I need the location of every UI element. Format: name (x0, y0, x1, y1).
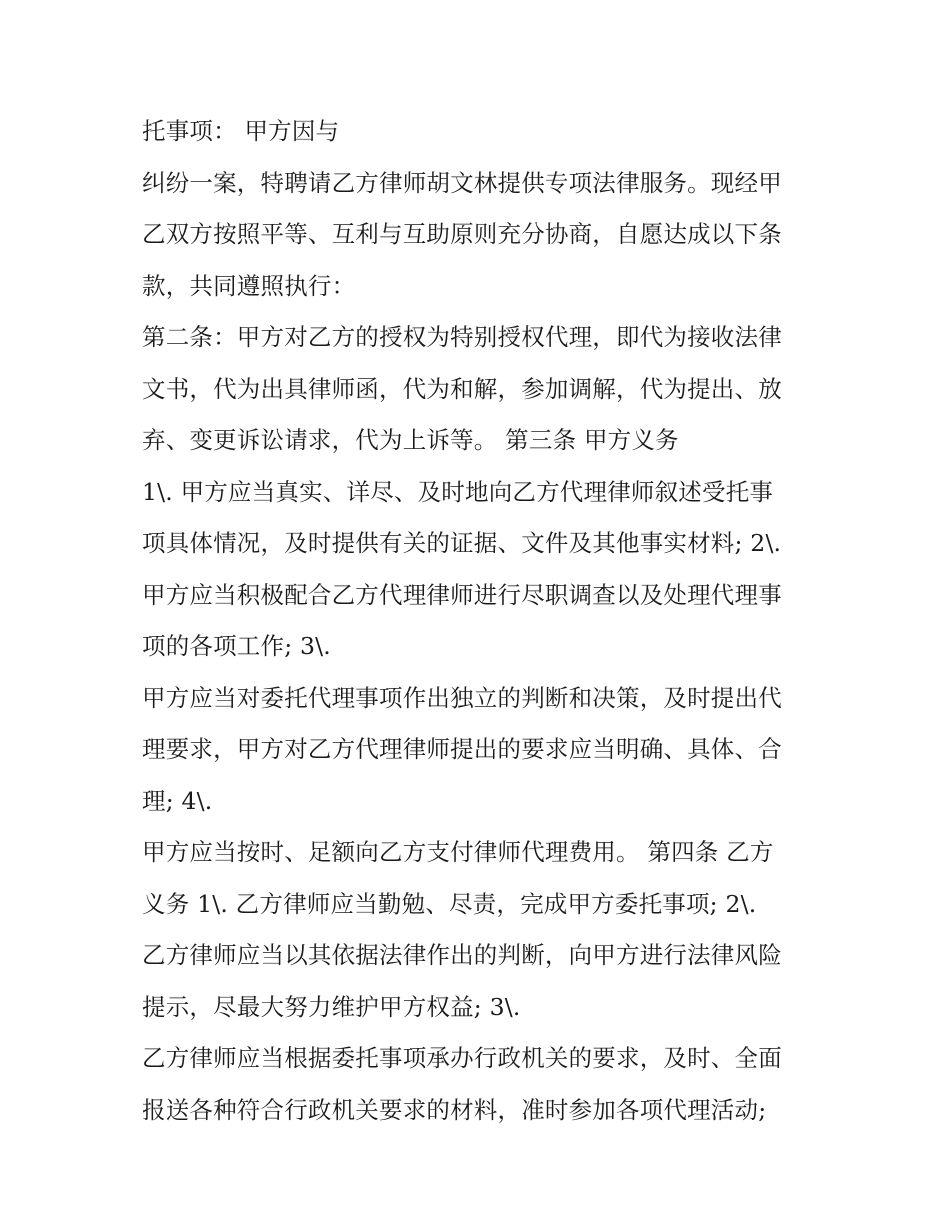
text-line: 义务 1\. 乙方律师应当勤勉、尽责，完成甲方委托事项; 2\. (142, 889, 757, 918)
text-line: 提示，尽最大努力维护甲方权益; 3\. (142, 992, 521, 1021)
document-body (142, 106, 822, 1136)
text-line: 纠纷一案，特聘请乙方律师胡文林提供专项法律服务。现经甲 (142, 168, 782, 197)
text-line: 款，共同遵照执行： (142, 271, 356, 300)
text-line: 乙方律师应当根据委托事项承办行政机关的要求，及时、全面 (142, 1044, 782, 1072)
text-line: 弃、变更诉讼请求，代为上诉等。 第三条 甲方义务 (142, 426, 679, 454)
text-line: 报送各种符合行政机关要求的材料，准时参加各项代理活动; (142, 1095, 767, 1124)
text-line: 乙方律师应当以其依据法律作出的判断，向甲方进行法律风险 (142, 941, 782, 969)
text-line: 理要求，甲方对乙方代理律师提出的要求应当明确、具体、合 (142, 735, 782, 763)
text-line: 甲方应当积极配合乙方代理律师进行尽职调查以及处理代理事 (142, 580, 782, 609)
text-line: 托事项： 甲方因与 (142, 117, 340, 145)
text-line: 甲方应当按时、足额向乙方支付律师代理费用。 第四条 乙方 (142, 838, 774, 866)
text-line: 1\. 甲方应当真实、详尽、及时地向乙方代理律师叙述受托事 (142, 477, 774, 506)
text-line: 项具体情况，及时提供有关的证据、文件及其他事实材料; 2\. (142, 529, 782, 557)
text-line: 项的各项工作; 3\. (142, 632, 331, 660)
text-line: 第二条：甲方对乙方的授权为特别授权代理，即代为接收法律 (142, 323, 782, 351)
text-line: 甲方应当对委托代理事项作出独立的判断和决策，及时提出代 (142, 683, 782, 712)
text-line: 文书，代为出具律师函，代为和解，参加调解，代为提出、放 (142, 374, 782, 403)
text-line: 理; 4\. (142, 786, 213, 815)
text-line: 乙双方按照平等、互利与互助原则充分协商，自愿达成以下条 (142, 220, 782, 248)
